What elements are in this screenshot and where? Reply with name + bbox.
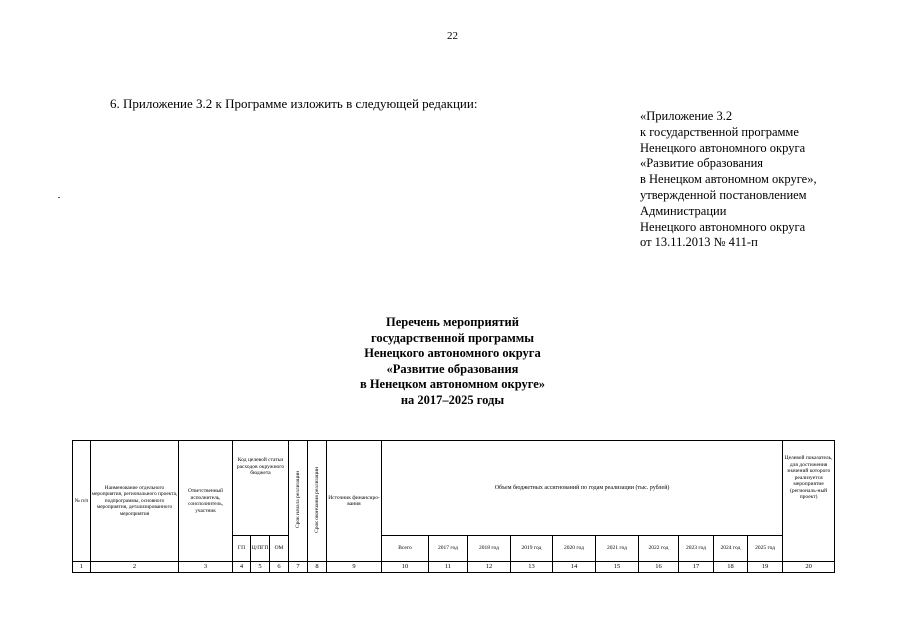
column-number: 20 <box>783 562 835 573</box>
header-source: Источник финансиро-вания <box>327 441 382 562</box>
column-number: 6 <box>270 562 289 573</box>
instruction-text: 6. Приложение 3.2 к Программе изложить в следующей редакции: <box>110 96 478 111</box>
header-num: № п/п <box>73 441 91 562</box>
page-number: 22 <box>447 30 458 42</box>
column-number: 3 <box>179 562 233 573</box>
title-line: в Ненецком автономном округе» <box>359 377 546 391</box>
document-title <box>0 315 905 408</box>
header-om: ОМ <box>270 536 289 562</box>
appendix-line: «Приложение 3.2 <box>640 109 733 123</box>
column-number: 16 <box>639 562 679 573</box>
header-budget-code: Код целевой статьи расходов окружного бюджета <box>233 441 289 536</box>
header-start: Срок начала реализации <box>294 471 301 529</box>
header-volume: Объем бюджетных ассигнований по годам реализации (тыс. рублей) <box>382 441 783 536</box>
column-number: 12 <box>468 562 511 573</box>
column-number: 19 <box>748 562 783 573</box>
header-year: 2025 год <box>748 536 783 562</box>
header-year: 2018 год <box>468 536 511 562</box>
appendix-line: Ненецкого автономного округа <box>640 140 806 155</box>
column-number: 9 <box>327 562 382 573</box>
title-line: на 2017–2025 годы <box>400 392 505 407</box>
column-number: 1 <box>73 562 91 573</box>
appendix-line: «Развитие образования <box>640 156 764 171</box>
appendix-line: Ненецкого автономного округа <box>640 219 806 234</box>
appendix-block <box>640 109 817 251</box>
header-end: Срок окончания реализации <box>313 466 320 533</box>
appendix-line: в Ненецком автономном округе», <box>640 172 817 187</box>
header-executor: Ответственный исполнитель, соисполнитель, участник <box>179 441 233 562</box>
stray-mark <box>58 197 60 198</box>
appendix-line: к государственной программе <box>640 124 799 139</box>
header-target: Целевой показатель, для достижения значений которого реализуется мероприятие (региональ-ный проект) <box>783 441 835 562</box>
header-gp: ГП <box>233 536 251 562</box>
header-year: 2022 год <box>639 536 679 562</box>
header-name: Наименование отдельного мероприятия, регионального проекта, подпрограммы, основного мероприятия, детализированного мероприятия <box>91 441 179 562</box>
header-end-cell <box>308 441 327 562</box>
column-number: 8 <box>308 562 327 573</box>
header-year: 2017 год <box>429 536 468 562</box>
appendix-line: от 13.11.2013 № 411-п <box>640 235 758 250</box>
header-year: 2023 год <box>679 536 714 562</box>
measures-table <box>72 440 835 573</box>
column-number: 2 <box>91 562 179 573</box>
header-pp: Ц/ПГП <box>251 536 270 562</box>
header-year: 2019 год <box>511 536 553 562</box>
column-number: 13 <box>511 562 553 573</box>
header-year: 2024 год <box>714 536 748 562</box>
column-number: 15 <box>596 562 639 573</box>
title-line: государственной программы <box>370 330 535 345</box>
column-number: 10 <box>382 562 429 573</box>
column-number: 7 <box>289 562 308 573</box>
column-number: 5 <box>251 562 270 573</box>
header-total: Всего <box>382 536 429 562</box>
column-number: 14 <box>553 562 596 573</box>
header-year: 2020 год <box>553 536 596 562</box>
column-number: 11 <box>429 562 468 573</box>
column-number: 17 <box>679 562 714 573</box>
header-start-cell <box>289 441 308 562</box>
title-line: Перечень мероприятий <box>386 315 519 329</box>
title-line: «Развитие образования <box>386 361 519 376</box>
column-number: 4 <box>233 562 251 573</box>
title-line: Ненецкого автономного округа <box>364 346 541 360</box>
header-year: 2021 год <box>596 536 639 562</box>
appendix-line: утвержденной постановлением <box>640 187 807 202</box>
appendix-line: Администрации <box>640 203 727 218</box>
column-number: 18 <box>714 562 748 573</box>
